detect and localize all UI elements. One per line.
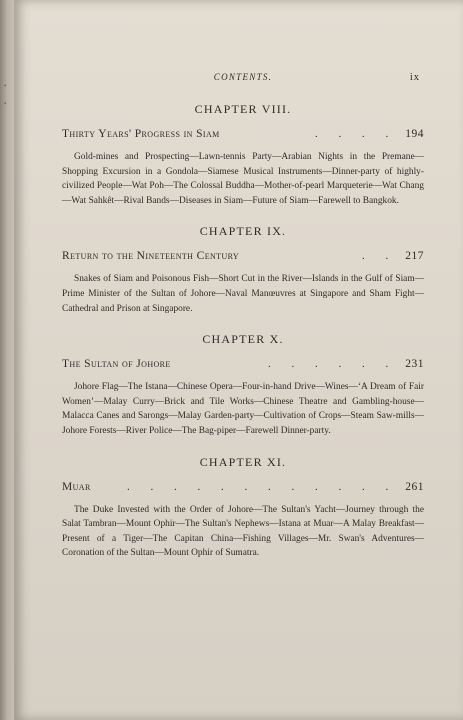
chapter-page-number: 231 [405,358,424,371]
chapter-page-number: 261 [405,480,424,493]
chapter-heading: CHAPTER IX. [199,224,287,239]
chapter-heading: CHAPTER XI. [199,454,287,469]
chapter-9 [62,224,424,316]
dot-leader: . . . . . . . . . . . . [127,480,398,493]
chapter-11 [62,455,424,561]
page-number: ix [409,72,420,83]
chapter-page-number: 194 [405,128,424,140]
running-head: CONTENTS. [213,72,273,82]
contents-page [14,0,463,720]
chapter-8 [62,102,424,208]
chapter-summary: The Duke Invested with the Order of Johore—The Sultan's Yacht—Journey through the Salat Tambran—Mount Ophir—The Sultan's Nephews—Istana at Muar—A Malay Breakfast—Present of a Tiger—The Capitan China—Fishing Villages—Mr. Swan's Adventures—Coronation of the Sultan—Mount Ophir of Sumatra. [62,504,424,559]
page-content [62,70,424,577]
chapter-title: Return to the Nineteenth Century [62,250,240,263]
dot-leader: . . . . . . [268,358,398,371]
chapter-page-number: 217 [405,250,424,263]
chapter-summary: Johore Flag—The Istana—Chinese Opera—Four-in-hand Drive—Wines—‘A Dream of Fair Women’—Malay Curry—Brick and Tile Works—Chinese Theatre and Gambling-house—Malacca Canes and Sarongs—Malay Garden-party—Cultivation of Crops—Steam Saw-mills—Johore Forests—River Police—The Bag-piper—Farewell Dinner-party. [62,382,424,436]
previous-page-mark: • [4,82,7,90]
chapter-summary: Gold-mines and Prospecting—Lawn-tennis Party—Arabian Nights in the Premane—Shopping Excursion in a Gondola—Siamese Musical Instruments—Dinner-party of highly-civilized People—Wat Poh—The Colossal Buddha—Mother-of-pearl Marqueterie—Wat Chang—Wat Sahkêt—Rival Bands—Diseases in Siam—Future of Siam—Farewell to Bangkok. [62,152,424,206]
chapter-title: Muar [62,480,91,493]
chapter-title-line [62,250,424,262]
chapter-heading: CHAPTER VIII. [194,102,292,116]
chapter-title-line [62,481,424,493]
chapter-title-line [62,128,424,140]
chapter-title-line [62,358,424,370]
chapter-summary: Snakes of Siam and Poisonous Fish—Short Cut in the River—Islands in the Gulf of Siam—Prime Minister of the Sultan of Johore—Naval Manœuvres at Singapore and Sham Fight—Cathedral and Prison at Singapore. [62,274,424,314]
chapter-title: The Sultan of Johore [62,358,171,371]
previous-page-mark: • [4,100,7,108]
chapter-title: Thirty Years' Progress in Siam [62,128,220,140]
dot-leader: . . [362,250,398,263]
chapter-10 [62,332,424,438]
dot-leader: . . . . [315,128,398,140]
chapter-heading: CHAPTER X. [202,332,284,347]
page-header [62,70,424,86]
